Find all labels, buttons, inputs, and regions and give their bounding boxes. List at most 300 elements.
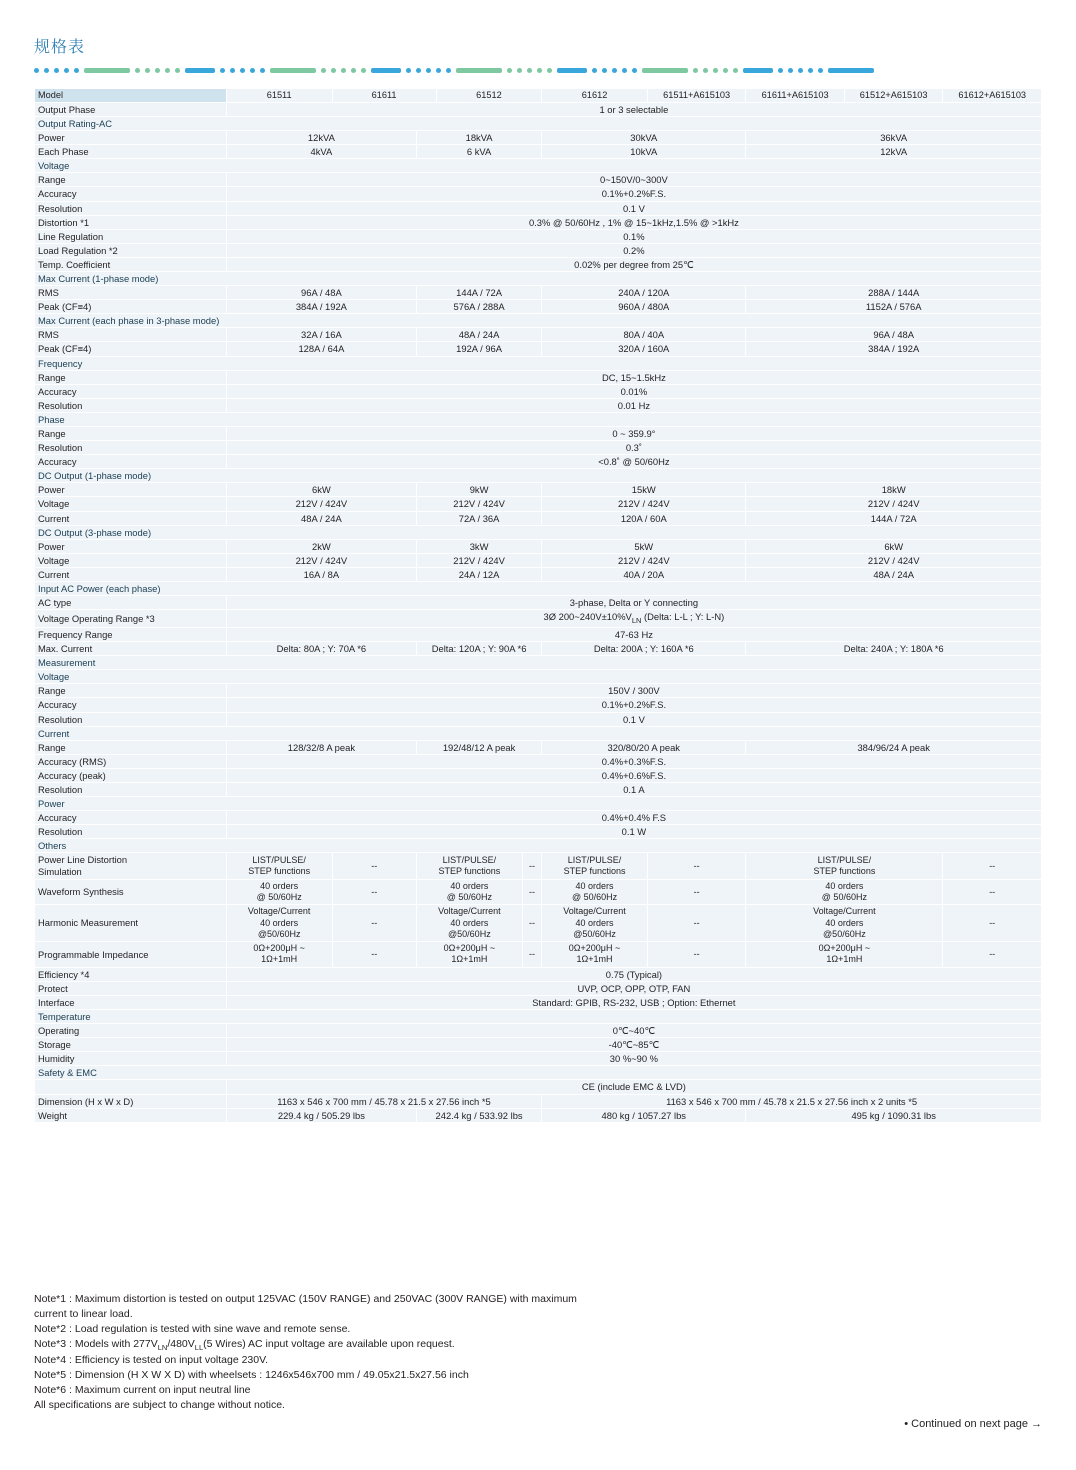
row-label: Resolution bbox=[35, 441, 227, 455]
row-label: Interface bbox=[35, 995, 227, 1009]
row-label: Storage bbox=[35, 1038, 227, 1052]
row-label: Line Regulation bbox=[35, 229, 227, 243]
row-label: Resolution bbox=[35, 782, 227, 796]
row-value: 36kVA bbox=[746, 131, 1042, 145]
row-label: Weight bbox=[35, 1108, 227, 1122]
table-row bbox=[35, 131, 1042, 145]
note-line: Note*1 : Maximum distortion is tested on output 125VAC (150V RANGE) and 250VAC (300V RANGE) with maximum bbox=[34, 1293, 577, 1305]
row-value: -- bbox=[943, 942, 1042, 968]
divider-dot bbox=[260, 68, 265, 73]
model-header-cell: 61611 bbox=[332, 89, 436, 103]
divider-bar bbox=[456, 68, 502, 73]
row-value: 212V / 424V bbox=[746, 553, 1042, 567]
row-label: Accuracy bbox=[35, 698, 227, 712]
table-row bbox=[35, 229, 1042, 243]
row-label: Power bbox=[35, 539, 227, 553]
divider-dot bbox=[808, 68, 813, 73]
row-value: -- bbox=[522, 853, 541, 880]
row-value: 1163 x 546 x 700 mm / 45.78 x 21.5 x 27.56 inch x 2 units *5 bbox=[542, 1094, 1042, 1108]
table-section-header bbox=[35, 412, 1042, 426]
row-value: 15kW bbox=[542, 483, 746, 497]
section-header-cell: Current bbox=[35, 726, 1042, 740]
divider-dot bbox=[798, 68, 803, 73]
table-row bbox=[35, 102, 1042, 116]
table-section-header bbox=[35, 314, 1042, 328]
section-header-cell: Input AC Power (each phase) bbox=[35, 582, 1042, 596]
note-line: current to linear load. bbox=[34, 1307, 133, 1320]
row-value: 40 orders @ 50/60Hz bbox=[226, 879, 332, 905]
row-label: Voltage bbox=[35, 553, 227, 567]
row-value: 96A / 48A bbox=[226, 286, 416, 300]
row-value: -- bbox=[647, 853, 745, 880]
row-value: 5kW bbox=[542, 539, 746, 553]
table-section-header bbox=[35, 159, 1042, 173]
divider-dot bbox=[733, 68, 738, 73]
section-header-cell: Voltage bbox=[35, 670, 1042, 684]
row-label: Range bbox=[35, 740, 227, 754]
divider-dot bbox=[220, 68, 225, 73]
table-row bbox=[35, 342, 1042, 356]
row-label: Peak (CF≡4) bbox=[35, 342, 227, 356]
model-header-cell: 61612 bbox=[542, 89, 648, 103]
row-value: -- bbox=[332, 879, 416, 905]
row-value: LIST/PULSE/ STEP functions bbox=[746, 853, 943, 880]
table-row bbox=[35, 825, 1042, 839]
divider-bar bbox=[84, 68, 130, 73]
notes-block bbox=[34, 1292, 1034, 1413]
row-value: 80A / 40A bbox=[542, 328, 746, 342]
divider-bar bbox=[828, 68, 874, 73]
row-value: 10kVA bbox=[542, 145, 746, 159]
row-value: 30kVA bbox=[542, 131, 746, 145]
table-section-header bbox=[35, 525, 1042, 539]
row-value: 320/80/20 A peak bbox=[542, 740, 746, 754]
divider-dot bbox=[778, 68, 783, 73]
row-label: Resolution bbox=[35, 201, 227, 215]
row-label: Voltage Operating Range *3 bbox=[35, 610, 227, 628]
divider-dot bbox=[34, 68, 39, 73]
divider-dot bbox=[592, 68, 597, 73]
divider-dot bbox=[240, 68, 245, 73]
row-label: Range bbox=[35, 427, 227, 441]
row-value: 0~150V/0~300V bbox=[226, 173, 1041, 187]
row-value: 0.1% bbox=[226, 229, 1041, 243]
row-label: Output Phase bbox=[35, 102, 227, 116]
row-value: 3kW bbox=[417, 539, 542, 553]
row-value: 4kVA bbox=[226, 145, 416, 159]
divider-dot bbox=[416, 68, 421, 73]
table-row bbox=[35, 1094, 1042, 1108]
row-value: Voltage/Current 40 orders @50/60Hz bbox=[226, 905, 332, 942]
section-header-cell: Power bbox=[35, 797, 1042, 811]
divider-bar bbox=[270, 68, 316, 73]
row-value: 120A / 60A bbox=[542, 511, 746, 525]
model-header-cell: 61612+A615103 bbox=[943, 89, 1042, 103]
row-value: 32A / 16A bbox=[226, 328, 416, 342]
row-label: Resolution bbox=[35, 825, 227, 839]
table-row bbox=[35, 328, 1042, 342]
row-value: 128/32/8 A peak bbox=[226, 740, 416, 754]
row-value: Delta: 240A ; Y: 180A *6 bbox=[746, 642, 1042, 656]
row-value: 18kVA bbox=[417, 131, 542, 145]
section-header-cell: Voltage bbox=[35, 159, 1042, 173]
row-label: RMS bbox=[35, 286, 227, 300]
table-section-header bbox=[35, 839, 1042, 853]
divider-dot bbox=[145, 68, 150, 73]
row-label-model: Model bbox=[35, 89, 227, 103]
row-value: -- bbox=[943, 853, 1042, 880]
row-value: -- bbox=[522, 942, 541, 968]
row-value: 0.1 W bbox=[226, 825, 1041, 839]
table-section-header bbox=[35, 1066, 1042, 1080]
section-header-cell: DC Output (1-phase mode) bbox=[35, 469, 1042, 483]
divider-dot bbox=[436, 68, 441, 73]
row-value: 0.75 (Typical) bbox=[226, 967, 1041, 981]
divider-dot bbox=[602, 68, 607, 73]
row-label: Load Regulation *2 bbox=[35, 243, 227, 257]
row-value: 40 orders @ 50/60Hz bbox=[746, 879, 943, 905]
divider-dot bbox=[351, 68, 356, 73]
row-value: LIST/PULSE/ STEP functions bbox=[417, 853, 523, 880]
row-value: DC, 15~1.5kHz bbox=[226, 370, 1041, 384]
specification-table bbox=[34, 88, 1042, 1123]
row-value: 229.4 kg / 505.29 lbs bbox=[226, 1108, 416, 1122]
row-value: 3Ø $200\sim 240V\pm 10\%V_{LN}$ (Delta: L-L ; Y: L-N) bbox=[226, 610, 1041, 628]
row-value: 212V / 424V bbox=[226, 497, 416, 511]
table-section-header bbox=[35, 271, 1042, 285]
row-label: Range bbox=[35, 370, 227, 384]
table-row bbox=[35, 384, 1042, 398]
row-label: Current bbox=[35, 511, 227, 525]
table-row-others bbox=[35, 942, 1042, 968]
row-value: 576A / 288A bbox=[417, 300, 542, 314]
table-section-header bbox=[35, 1009, 1042, 1023]
row-value: 0.1%+0.2%F.S. bbox=[226, 187, 1041, 201]
row-value: 242.4 kg / 533.92 lbs bbox=[417, 1108, 542, 1122]
row-label: Operating bbox=[35, 1024, 227, 1038]
divider-dot bbox=[723, 68, 728, 73]
divider-dot bbox=[517, 68, 522, 73]
decorative-divider bbox=[34, 62, 1042, 78]
note-line: Note*2 : Load regulation is tested with sine wave and remote sense. bbox=[34, 1322, 351, 1335]
table-row bbox=[35, 698, 1042, 712]
row-value: 48A / 24A bbox=[417, 328, 542, 342]
table-row bbox=[35, 981, 1042, 995]
row-value: 0℃~40℃ bbox=[226, 1024, 1041, 1038]
table-row bbox=[35, 596, 1042, 610]
table-row bbox=[35, 642, 1042, 656]
row-value: 0.01% bbox=[226, 384, 1041, 398]
row-label: Max. Current bbox=[35, 642, 227, 656]
row-value: Voltage/Current 40 orders @50/60Hz bbox=[542, 905, 648, 942]
table-row bbox=[35, 370, 1042, 384]
table-row-model bbox=[35, 89, 1042, 103]
divider-bar bbox=[743, 68, 773, 73]
table-row bbox=[35, 497, 1042, 511]
row-value: 150V / 300V bbox=[226, 684, 1041, 698]
row-value: 0.3% @ 50/60Hz , 1% @ 15~1kHz,1.5% @ >1kHz bbox=[226, 215, 1041, 229]
row-value: UVP, OCP, OPP, OTP, FAN bbox=[226, 981, 1041, 995]
section-header-cell: Max Current (1-phase mode) bbox=[35, 271, 1042, 285]
section-header-cell: Others bbox=[35, 839, 1042, 853]
table-row bbox=[35, 257, 1042, 271]
table-row bbox=[35, 511, 1042, 525]
table-row bbox=[35, 610, 1042, 628]
row-value: -- bbox=[647, 905, 745, 942]
divider-dot bbox=[537, 68, 542, 73]
row-label bbox=[35, 1080, 227, 1094]
table-section-header bbox=[35, 356, 1042, 370]
table-row bbox=[35, 201, 1042, 215]
row-label: Power bbox=[35, 483, 227, 497]
row-value: 0.2% bbox=[226, 243, 1041, 257]
table-row bbox=[35, 627, 1042, 641]
row-value: 0.3˚ bbox=[226, 441, 1041, 455]
row-value: 48A / 24A bbox=[746, 567, 1042, 581]
divider-dot bbox=[361, 68, 366, 73]
divider-dot bbox=[341, 68, 346, 73]
table-row bbox=[35, 712, 1042, 726]
row-value: 47-63 Hz bbox=[226, 627, 1041, 641]
row-label: Power bbox=[35, 131, 227, 145]
note-line: Note*3 : Models with $277V_{LN}/480V_{LL}(5$ Wires) AC input voltage are available upon request. bbox=[34, 1337, 455, 1352]
row-value: 6 kVA bbox=[417, 145, 542, 159]
model-header-cell: 61511+A615103 bbox=[647, 89, 745, 103]
table-row bbox=[35, 427, 1042, 441]
row-value: 0.02% per degree from 25℃ bbox=[226, 257, 1041, 271]
divider-dot bbox=[230, 68, 235, 73]
row-label: Frequency Range bbox=[35, 627, 227, 641]
table-row bbox=[35, 1080, 1042, 1094]
row-value: -- bbox=[647, 879, 745, 905]
row-value: 0.1 V bbox=[226, 201, 1041, 215]
row-value: 30 %~90 % bbox=[226, 1052, 1041, 1066]
row-label: Range bbox=[35, 684, 227, 698]
divider-bar bbox=[642, 68, 688, 73]
row-label: Protect bbox=[35, 981, 227, 995]
divider-bar bbox=[185, 68, 215, 73]
row-value: 0Ω+200μH ~ 1Ω+1mH bbox=[226, 942, 332, 968]
row-value: 1152A / 576A bbox=[746, 300, 1042, 314]
note-line: All specifications are subject to change without notice. bbox=[34, 1399, 285, 1412]
row-label: Each Phase bbox=[35, 145, 227, 159]
divider-dot bbox=[155, 68, 160, 73]
row-value: 212V / 424V bbox=[417, 553, 542, 567]
table-row bbox=[35, 173, 1042, 187]
row-value: -- bbox=[943, 905, 1042, 942]
divider-dot bbox=[507, 68, 512, 73]
table-row bbox=[35, 145, 1042, 159]
row-value: -40℃~85℃ bbox=[226, 1038, 1041, 1052]
table-row bbox=[35, 768, 1042, 782]
row-value: Delta: 80A ; Y: 70A *6 bbox=[226, 642, 416, 656]
row-label: Resolution bbox=[35, 398, 227, 412]
row-value: 212V / 424V bbox=[226, 553, 416, 567]
row-value: 192A / 96A bbox=[417, 342, 542, 356]
row-label: Waveform Synthesis bbox=[35, 879, 227, 905]
table-row bbox=[35, 243, 1042, 257]
row-value: 0.1%+0.2%F.S. bbox=[226, 698, 1041, 712]
row-value: 0.4%+0.6%F.S. bbox=[226, 768, 1041, 782]
row-value: 18kW bbox=[746, 483, 1042, 497]
row-value: LIST/PULSE/ STEP functions bbox=[542, 853, 648, 880]
row-value: -- bbox=[943, 879, 1042, 905]
divider-dot bbox=[527, 68, 532, 73]
row-label: RMS bbox=[35, 328, 227, 342]
row-value: 0 ~ 359.9° bbox=[226, 427, 1041, 441]
row-value: 9kW bbox=[417, 483, 542, 497]
row-value: 40 orders @ 50/60Hz bbox=[542, 879, 648, 905]
row-value: 212V / 424V bbox=[746, 497, 1042, 511]
row-value: 144A / 72A bbox=[417, 286, 542, 300]
section-header-cell: Frequency bbox=[35, 356, 1042, 370]
row-value: 0.1 V bbox=[226, 712, 1041, 726]
row-value: 0Ω+200μH ~ 1Ω+1mH bbox=[417, 942, 523, 968]
table-row bbox=[35, 286, 1042, 300]
divider-dot bbox=[632, 68, 637, 73]
row-label: Power Line Distortion Simulation bbox=[35, 853, 227, 880]
row-value: 0.1 A bbox=[226, 782, 1041, 796]
row-value: 0.4%+0.3%F.S. bbox=[226, 754, 1041, 768]
row-value: 96A / 48A bbox=[746, 328, 1042, 342]
divider-dot bbox=[54, 68, 59, 73]
table-section-header bbox=[35, 726, 1042, 740]
divider-dot bbox=[818, 68, 823, 73]
table-row bbox=[35, 1024, 1042, 1038]
row-label: Humidity bbox=[35, 1052, 227, 1066]
table-row bbox=[35, 300, 1042, 314]
table-row bbox=[35, 995, 1042, 1009]
row-label: Accuracy (RMS) bbox=[35, 754, 227, 768]
row-value: LIST/PULSE/ STEP functions bbox=[226, 853, 332, 880]
table-section-header bbox=[35, 582, 1042, 596]
row-value: -- bbox=[332, 853, 416, 880]
row-value: 384A / 192A bbox=[746, 342, 1042, 356]
table-row bbox=[35, 740, 1042, 754]
row-value: 384A / 192A bbox=[226, 300, 416, 314]
divider-dot bbox=[135, 68, 140, 73]
row-value: -- bbox=[332, 905, 416, 942]
row-label: Accuracy bbox=[35, 187, 227, 201]
row-label: Peak (CF≡4) bbox=[35, 300, 227, 314]
divider-bar bbox=[557, 68, 587, 73]
section-header-cell: Phase bbox=[35, 412, 1042, 426]
divider-dot bbox=[426, 68, 431, 73]
note-line: Note*4 : Efficiency is tested on input voltage 230V. bbox=[34, 1354, 269, 1367]
row-label: Harmonic Measurement bbox=[35, 905, 227, 942]
row-value: CE (include EMC & LVD) bbox=[226, 1080, 1041, 1094]
divider-dot bbox=[250, 68, 255, 73]
section-header-cell: Safety & EMC bbox=[35, 1066, 1042, 1080]
row-value: 495 kg / 1090.31 lbs bbox=[746, 1108, 1042, 1122]
row-label: Programmable Impedance bbox=[35, 942, 227, 968]
row-value: 1163 x 546 x 700 mm / 45.78 x 21.5 x 27.56 inch *5 bbox=[226, 1094, 541, 1108]
table-row-others bbox=[35, 905, 1042, 942]
row-value: 2kW bbox=[226, 539, 416, 553]
row-label: Resolution bbox=[35, 712, 227, 726]
divider-dot bbox=[713, 68, 718, 73]
section-header-cell: Output Rating-AC bbox=[35, 116, 1042, 130]
row-value: 212V / 424V bbox=[542, 553, 746, 567]
row-value: 212V / 424V bbox=[542, 497, 746, 511]
table-row bbox=[35, 187, 1042, 201]
table-row bbox=[35, 1038, 1042, 1052]
row-value: 1 or 3 selectable bbox=[226, 102, 1041, 116]
model-header-cell: 61512 bbox=[436, 89, 542, 103]
divider-dot bbox=[331, 68, 336, 73]
divider-dot bbox=[64, 68, 69, 73]
row-value: 288A / 144A bbox=[746, 286, 1042, 300]
table-row bbox=[35, 215, 1042, 229]
table-row bbox=[35, 441, 1042, 455]
row-value: 16A / 8A bbox=[226, 567, 416, 581]
row-value: 40 orders @ 50/60Hz bbox=[417, 879, 523, 905]
row-label: Dimension (H x W x D) bbox=[35, 1094, 227, 1108]
row-value: 24A / 12A bbox=[417, 567, 542, 581]
row-value: 960A / 480A bbox=[542, 300, 746, 314]
row-value: 72A / 36A bbox=[417, 511, 542, 525]
row-value: 12kVA bbox=[746, 145, 1042, 159]
row-label: Accuracy bbox=[35, 455, 227, 469]
table-row-others bbox=[35, 879, 1042, 905]
row-label: Distortion *1 bbox=[35, 215, 227, 229]
divider-dot bbox=[446, 68, 451, 73]
table-row bbox=[35, 754, 1042, 768]
row-value: -- bbox=[332, 942, 416, 968]
row-value: 384/96/24 A peak bbox=[746, 740, 1042, 754]
table-row bbox=[35, 567, 1042, 581]
row-label: Efficiency *4 bbox=[35, 967, 227, 981]
model-header-cell: 61611+A615103 bbox=[746, 89, 844, 103]
divider-dot bbox=[622, 68, 627, 73]
divider-dot bbox=[165, 68, 170, 73]
row-label: Accuracy bbox=[35, 811, 227, 825]
row-value: 12kVA bbox=[226, 131, 416, 145]
row-value: -- bbox=[647, 942, 745, 968]
row-label: Range bbox=[35, 173, 227, 187]
divider-dot bbox=[321, 68, 326, 73]
row-value: 480 kg / 1057.27 lbs bbox=[542, 1108, 746, 1122]
row-value: 320A / 160A bbox=[542, 342, 746, 356]
divider-dot bbox=[175, 68, 180, 73]
table-row bbox=[35, 967, 1042, 981]
divider-dot bbox=[703, 68, 708, 73]
divider-dot bbox=[74, 68, 79, 73]
table-section-header bbox=[35, 116, 1042, 130]
table-row bbox=[35, 483, 1042, 497]
table-row bbox=[35, 782, 1042, 796]
table-row bbox=[35, 1108, 1042, 1122]
divider-dot bbox=[693, 68, 698, 73]
row-value: <0.8˚ @ 50/60Hz bbox=[226, 455, 1041, 469]
row-value: 0Ω+200μH ~ 1Ω+1mH bbox=[746, 942, 943, 968]
divider-dot bbox=[406, 68, 411, 73]
page-title: 规格表 bbox=[34, 39, 86, 56]
row-label: Accuracy (peak) bbox=[35, 768, 227, 782]
table-row bbox=[35, 553, 1042, 567]
row-value: 0Ω+200μH ~ 1Ω+1mH bbox=[542, 942, 648, 968]
model-header-cell: 61511 bbox=[226, 89, 332, 103]
row-label: Voltage bbox=[35, 497, 227, 511]
row-value: 212V / 424V bbox=[417, 497, 542, 511]
divider-bar bbox=[371, 68, 401, 73]
table-section-header bbox=[35, 656, 1042, 670]
table-row bbox=[35, 684, 1042, 698]
row-value: Standard: GPIB, RS-232, USB ; Option: Ethernet bbox=[226, 995, 1041, 1009]
row-value: 6kW bbox=[226, 483, 416, 497]
table-row bbox=[35, 1052, 1042, 1066]
section-header-cell: Temperature bbox=[35, 1009, 1042, 1023]
